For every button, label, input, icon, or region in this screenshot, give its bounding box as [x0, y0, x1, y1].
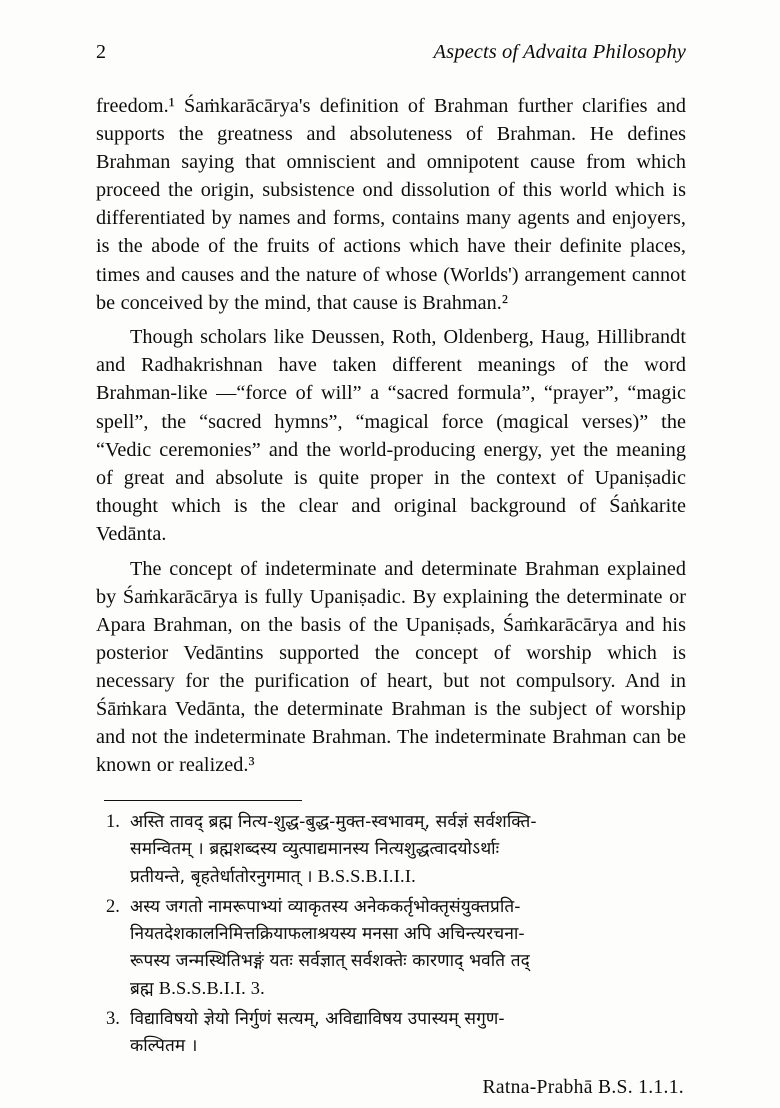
- source-attribution: Ratna-Prabhā B.S. 1.1.1.: [482, 1077, 684, 1099]
- footnote-devanagari: प्रतीयन्ते, बृहतेर्धातोरनुगमात् ।: [130, 867, 313, 888]
- footnote-item: [96, 1006, 686, 1060]
- book-title: Aspects of Advaita Philosophy: [433, 41, 686, 63]
- footnote-devanagari: ब्रह्म: [130, 979, 154, 1000]
- footnote-number: 2.: [106, 897, 120, 918]
- footnote-line: [130, 863, 686, 891]
- footnote-line: समन्वितम् । ब्रह्मशब्दस्य व्युत्पाद्यमानस्य नित्यशुद्धत्वादयोऽर्थाः: [130, 839, 500, 860]
- footnote-item: [96, 894, 686, 1003]
- paragraph-brahman-definition: freedom.¹ Śaṁkarācārya's definition of Brahman further clarifies and supports the greatness and absoluteness of Brahman. He defines Brahman saying that omniscient and omnipotent cause from which proceed the origin, subsistence ond dissolution of this world which is differentiated by names and forms, contains many agents and enjoyers, is the abode of the fruits of actions which have their definite places, times and causes and the nature of whose (Worlds') arrangement cannot be conceived by the mind, that cause is Brahman.²: [96, 95, 686, 314]
- page-number: 2: [96, 41, 107, 63]
- footnote-separator-rule: [104, 800, 302, 801]
- footnote-line: विद्याविषयो ज्ञेयो निर्गुणं सत्यम्, अविद्याविषय उपास्यम् सगुण-: [130, 1009, 505, 1030]
- footnote-line: नियतदेशकालनिमित्तक्रियाफलाश्रयस्य मनसा अपि अचिन्त्यरचना-: [130, 924, 525, 945]
- footnote-line: कल्पितम ।: [130, 1036, 198, 1057]
- footnote-text: [130, 894, 686, 1003]
- footnote-line: रूपस्य जन्मस्थितिभङ्गं यतः सर्वज्ञात् सर्वशक्तेः कारणाद् भवति तद्: [130, 951, 530, 972]
- footnote-number: 3.: [106, 1009, 120, 1030]
- footnote-text: [130, 1006, 686, 1060]
- body-text: [96, 92, 686, 779]
- paragraph-indeterminate-determinate: The concept of indeterminate and determinate Brahman explained by Śaṁkarācārya is fully Upaniṣadic. By explaining the determinate or Apara Brahman, on the basis of the Upaniṣads, Śaṁkarācārya and his posterior Vedāntins supported the concept of worship which is necessary for the purification of heart, but not compulsory. And in Śāṁkara Vedānta, the determinate Brahman is the subject of worship and not the indeterminate Brahman. The indeterminate Brahman can be known or realized.³: [96, 557, 686, 777]
- page-content: [96, 42, 686, 1099]
- footnote-line: अस्य जगतो नामरूपाभ्यां व्याकृतस्य अनेककर्तृभोक्तृसंयुक्तप्रति-: [130, 897, 521, 918]
- paragraph-scholars-meanings: Though scholars like Deussen, Roth, Oldenberg, Haug, Hillibrandt and Radhakrishnan have taken different meanings of the word Brahman-like —“force of will” a “sacred formula”, “prayer”, “magic spell”, the “sɑcred hymns”, “magical force (mɑgical verses)” the “Vedic ceremonies” and the world-producing energy, yet the meaning of great and absolute is quite proper in the context of Upaniṣadic thought which is the clear and original background of Śaṅkarite Vedānta.: [96, 326, 686, 545]
- footnotes-section: [96, 809, 686, 1060]
- footnote-reference: B.S.S.B.I.I.I.: [317, 866, 416, 887]
- running-head: [96, 42, 686, 68]
- footnote-line: अस्ति तावद् ब्रह्म नित्य-शुद्ध-बुद्ध-मुक्त-स्वभावम्, सर्वज्ञं सर्वशक्ति-: [130, 812, 537, 833]
- footnote-text: [130, 809, 686, 891]
- footnote-number: 1.: [106, 812, 120, 833]
- footnote-line: [130, 975, 686, 1003]
- footnote-reference: B.S.S.B.I.I. 3.: [158, 978, 265, 999]
- footnote-item: [96, 809, 686, 891]
